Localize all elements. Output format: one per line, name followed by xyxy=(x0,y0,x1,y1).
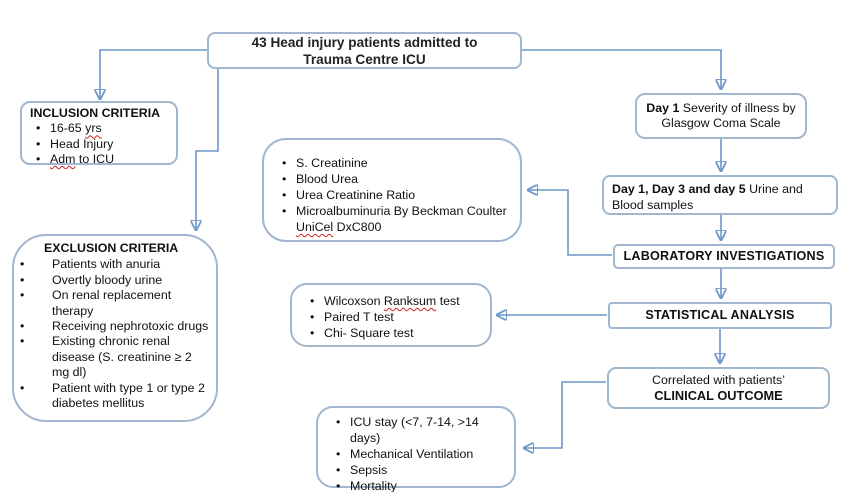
text-part: Urea Creatinine Ratio xyxy=(296,188,416,202)
list-item xyxy=(14,381,210,412)
inclusion-list xyxy=(30,121,172,167)
text-part: test xyxy=(436,294,460,308)
list-item xyxy=(276,171,510,187)
list-item xyxy=(14,334,210,380)
text-part: Receiving nephrotoxic drugs xyxy=(52,319,209,334)
arrow-top-to-exclusion xyxy=(196,67,218,229)
list-item xyxy=(330,478,508,492)
icu-outcomes-box xyxy=(316,406,516,492)
misspelled-word: UniCel xyxy=(296,220,334,234)
list-item xyxy=(30,137,172,152)
inclusion-criteria-box xyxy=(20,101,178,165)
clinical-outcome-line2: CLINICAL OUTCOME xyxy=(654,388,783,403)
text-part: Urine and Blood samples xyxy=(612,182,803,212)
clinical-outcome-line1: Correlated with patients’ xyxy=(652,372,785,387)
exclusion-title: EXCLUSION CRITERIA xyxy=(44,241,179,255)
top-box xyxy=(207,32,522,69)
list-item xyxy=(330,446,508,462)
clinical-outcome-box xyxy=(607,367,830,409)
bold-text: Day 1 xyxy=(646,100,680,115)
list-item xyxy=(14,319,210,334)
list-item xyxy=(276,155,510,171)
icu-outcomes-list xyxy=(330,414,508,492)
laboratory-investigations-label: LABORATORY INVESTIGATIONS xyxy=(623,248,825,263)
laboratory-investigations-box xyxy=(613,244,835,269)
misspelled-word: Ranksum xyxy=(383,294,437,308)
list-item xyxy=(276,187,510,203)
lab-parameters-list xyxy=(276,155,510,235)
text-part: Existing chronic renal disease (S. creatinine ≥ 2 mg dl) xyxy=(52,334,192,380)
arrow-top-to-inclusion xyxy=(100,50,208,98)
text-part: Wilcoxson xyxy=(324,294,384,308)
arrow-outcome-to-icu xyxy=(525,382,606,448)
text-part: to ICU xyxy=(75,152,115,167)
misspelled-word: yrs xyxy=(85,121,102,136)
text-part: Overtly bloody urine xyxy=(52,272,163,287)
statistical-analysis-label: STATISTICAL ANALYSIS xyxy=(645,307,795,322)
list-item xyxy=(330,462,508,478)
list-item xyxy=(30,152,172,167)
text-part: Paired T test xyxy=(324,310,394,324)
lab-parameters-box xyxy=(262,138,522,242)
list-item xyxy=(14,273,210,288)
top-box-line2: Trauma Centre ICU xyxy=(303,51,426,67)
inclusion-title: INCLUSION CRITERIA xyxy=(30,106,161,120)
day135-samples-box xyxy=(602,175,838,215)
arrow-top-to-day1 xyxy=(522,50,721,88)
text-part: Severity of illness by Glasgow Coma Scale xyxy=(661,100,796,130)
list-item xyxy=(304,325,484,341)
list-item xyxy=(276,203,510,235)
list-item xyxy=(330,414,508,446)
text-part: Patients with anuria xyxy=(52,257,161,272)
text-part: ICU stay (<7, 7-14, >14 days) xyxy=(350,415,479,445)
exclusion-list xyxy=(14,257,210,411)
exclusion-criteria-box xyxy=(12,234,218,422)
bold-text: Day 1, Day 3 and day 5 xyxy=(612,182,746,196)
text-part: Mechanical Ventilation xyxy=(350,447,474,461)
list-item xyxy=(14,288,210,319)
list-item xyxy=(304,309,484,325)
text-part: Patient with type 1 or type 2 diabetes mellitus xyxy=(52,380,205,411)
day1-severity-box xyxy=(635,93,807,139)
arrow-labinv-to-labparams xyxy=(529,190,612,255)
statistical-tests-box xyxy=(290,283,492,347)
day1-severity-text xyxy=(643,101,799,132)
text-part: 16-65 xyxy=(50,121,86,136)
text-part: Blood Urea xyxy=(296,172,358,186)
top-box-line1: 43 Head injury patients admitted to xyxy=(251,34,478,50)
misspelled-word: Adm xyxy=(50,152,76,167)
list-item xyxy=(14,257,210,272)
text-part: Mortality xyxy=(350,479,397,492)
statistical-tests-list xyxy=(304,293,484,341)
text-part: S. Creatinine xyxy=(296,156,368,170)
list-item xyxy=(30,121,172,136)
statistical-analysis-box xyxy=(608,302,832,329)
list-item xyxy=(304,293,484,309)
text-part: Chi- Square test xyxy=(324,326,414,340)
text-part: Sepsis xyxy=(350,463,388,477)
text-part: Microalbuminuria By Beckman Coulter xyxy=(296,204,507,218)
text-part: On renal replacement therapy xyxy=(52,288,172,318)
text-part: Head Injury xyxy=(50,136,114,151)
text-part: DxC800 xyxy=(333,220,382,234)
